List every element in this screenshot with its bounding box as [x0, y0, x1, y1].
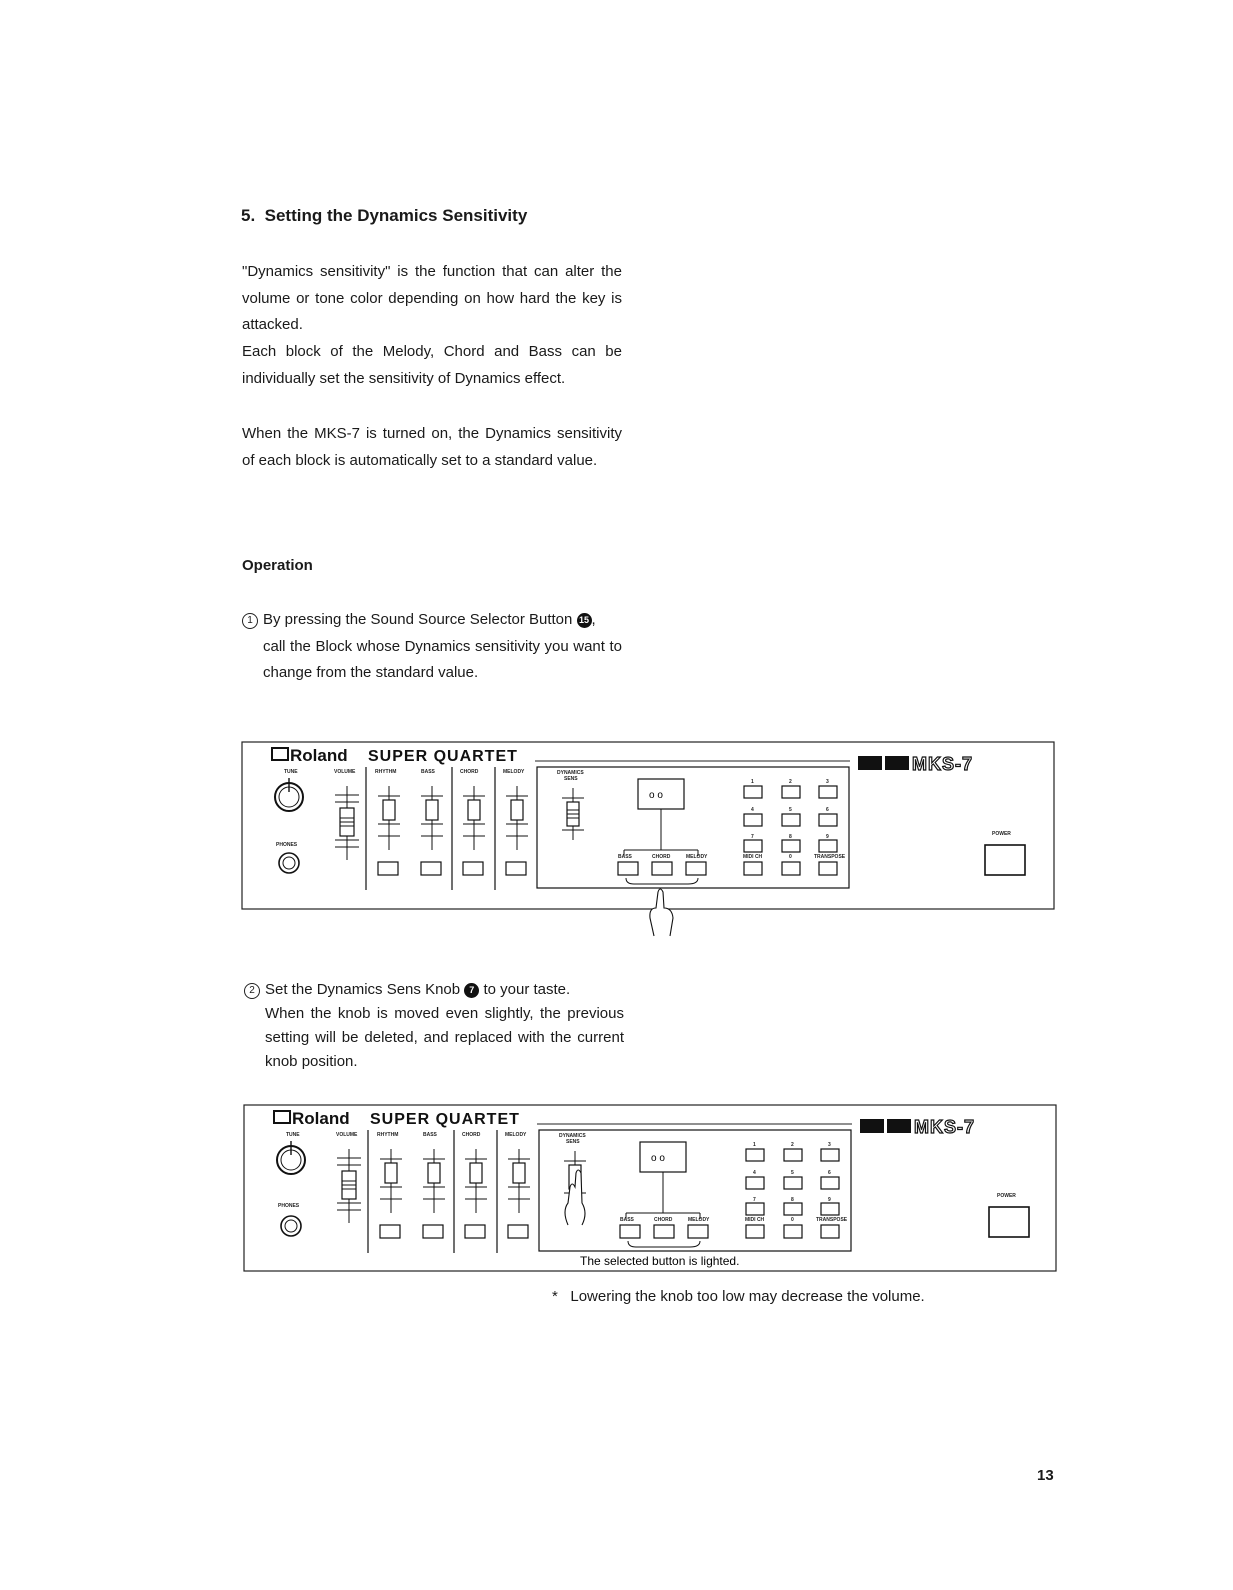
channel-chord-fader[interactable] — [470, 1163, 482, 1183]
key-1-label: 1 — [753, 1142, 756, 1148]
step-2-continuation: When the knob is moved even slightly, the previous setting will be deleted, and replaced with the current knob position. — [265, 1005, 624, 1070]
brand-label: Roland — [290, 746, 348, 765]
selector-bass-button[interactable] — [618, 862, 638, 875]
channel-chord-label: CHORD — [460, 769, 479, 775]
key-0[interactable] — [782, 862, 800, 875]
key-5[interactable] — [782, 814, 800, 826]
power-label: POWER — [997, 1193, 1016, 1199]
key-6-label: 6 — [828, 1170, 831, 1176]
channel-bass-fader[interactable] — [426, 800, 438, 820]
key-8[interactable] — [784, 1203, 802, 1215]
keypad — [743, 779, 846, 875]
key-1-label: 1 — [751, 779, 754, 785]
key-8[interactable] — [782, 840, 800, 852]
channel-melody-button[interactable] — [508, 1225, 528, 1238]
selector-bass-button[interactable] — [620, 1225, 640, 1238]
footnote — [552, 1288, 925, 1305]
key-3-label: 3 — [826, 779, 829, 785]
channel-bass-button[interactable] — [421, 862, 441, 875]
panel-diagram-2 — [242, 1103, 1060, 1275]
channel-chord — [460, 769, 485, 875]
step-1-continuation: call the Block whose Dynamics sensitivity you want to change from the standard value. — [263, 637, 622, 682]
channel-bass-label: BASS — [423, 1132, 437, 1138]
key-0[interactable] — [784, 1225, 802, 1238]
transpose-label: TRANSPOSE — [814, 854, 846, 860]
channel-rhythm-fader[interactable] — [385, 1163, 397, 1183]
key-9-label: 9 — [828, 1197, 831, 1203]
dyn-sens-label-2: SENS — [564, 776, 578, 782]
key-2-label: 2 — [789, 779, 792, 785]
midi-ch-button[interactable] — [744, 862, 762, 875]
power-label: POWER — [992, 831, 1011, 837]
channel-bass-fader[interactable] — [428, 1163, 440, 1183]
series-label: SUPER QUARTET — [368, 748, 518, 765]
key-5-label: 5 — [789, 807, 792, 813]
power-button[interactable] — [989, 1207, 1029, 1237]
transpose-button[interactable] — [821, 1225, 839, 1238]
key-7[interactable] — [746, 1203, 764, 1215]
selector-melody-button[interactable] — [686, 862, 706, 875]
key-8-label: 8 — [789, 834, 792, 840]
key-6-label: 6 — [826, 807, 829, 813]
selector-melody-button[interactable] — [688, 1225, 708, 1238]
key-8-label: 8 — [791, 1197, 794, 1203]
channel-rhythm-button[interactable] — [380, 1225, 400, 1238]
model-bar-2 — [887, 1119, 911, 1133]
key-7-label: 7 — [751, 834, 754, 840]
roland-logo-icon — [272, 748, 288, 760]
key-9[interactable] — [821, 1203, 839, 1215]
selector-melody-label: MELODY — [686, 854, 708, 860]
model-bar-1 — [860, 1119, 884, 1133]
channel-melody-button[interactable] — [506, 862, 526, 875]
model-bar-2 — [885, 756, 909, 770]
footnote-mark: * — [552, 1288, 558, 1305]
channel-melody — [503, 769, 528, 875]
channel-chord — [462, 1132, 487, 1238]
step-1-marker: 1 — [242, 613, 258, 629]
transpose-label: TRANSPOSE — [816, 1217, 848, 1223]
key-1[interactable] — [746, 1149, 764, 1161]
key-3-label: 3 — [828, 1142, 831, 1148]
step-2-marker: 2 — [244, 983, 260, 999]
selector-chord-button[interactable] — [654, 1225, 674, 1238]
channel-melody-fader[interactable] — [513, 1163, 525, 1183]
section-heading — [241, 206, 527, 226]
key-6[interactable] — [821, 1177, 839, 1189]
key-4[interactable] — [746, 1177, 764, 1189]
step-2 — [244, 978, 624, 1074]
phones-label: PHONES — [278, 1203, 300, 1209]
key-9-label: 9 — [826, 834, 829, 840]
key-2[interactable] — [782, 786, 800, 798]
channel-chord-fader[interactable] — [468, 800, 480, 820]
channel-rhythm — [375, 769, 400, 875]
key-3[interactable] — [821, 1149, 839, 1161]
key-7[interactable] — [744, 840, 762, 852]
key-1[interactable] — [744, 786, 762, 798]
key-6[interactable] — [819, 814, 837, 826]
key-2-label: 2 — [791, 1142, 794, 1148]
selector-bracket — [626, 878, 698, 884]
selector-chord-label: CHORD — [654, 1217, 673, 1223]
intro-paragraph-1: "Dynamics sensitivity" is the function that can alter the volume or tone color depending on how hard the key is attacked. — [242, 263, 622, 334]
roland-logo-icon — [274, 1111, 290, 1123]
channel-chord-button[interactable] — [465, 1225, 485, 1238]
phones-label: PHONES — [276, 842, 298, 848]
midi-ch-label: MIDI CH — [743, 854, 763, 860]
step-1-punct: , — [591, 611, 596, 628]
channel-rhythm-label: RHYTHM — [375, 769, 397, 775]
display-value: o o — [649, 790, 663, 801]
midi-ch-label: MIDI CH — [745, 1217, 765, 1223]
key-4-label: 4 — [751, 807, 754, 813]
channel-bass-label: BASS — [421, 769, 435, 775]
section-title: Setting the Dynamics Sensitivity — [264, 206, 528, 225]
tune-knob[interactable] — [277, 1141, 305, 1174]
key-0-label: 0 — [789, 854, 792, 860]
channel-chord-label: CHORD — [462, 1132, 481, 1138]
pointing-hand-icon — [650, 889, 673, 936]
channel-melody-label: MELODY — [505, 1132, 527, 1138]
selector-melody-label: MELODY — [688, 1217, 710, 1223]
keypad — [745, 1142, 848, 1238]
channel-rhythm-fader[interactable] — [383, 800, 395, 820]
channel-rhythm-button[interactable] — [378, 862, 398, 875]
model-label: MKS-7 — [912, 754, 974, 774]
dyn-sens-label-1: DYNAMICS — [557, 770, 584, 776]
key-5-label: 5 — [791, 1170, 794, 1176]
channel-chord-button[interactable] — [463, 862, 483, 875]
series-label: SUPER QUARTET — [370, 1111, 520, 1128]
selector-bass-label: BASS — [620, 1217, 634, 1223]
page-number: 13 — [1037, 1467, 1054, 1484]
model-bar-1 — [858, 756, 882, 770]
key-7-label: 7 — [753, 1197, 756, 1203]
step-1-text: By pressing the Sound Source Selector Button — [263, 611, 573, 628]
step-2-text: Set the Dynamics Sens Knob — [265, 981, 461, 998]
step-2-ref: 7 — [464, 983, 479, 998]
display-value: o o — [651, 1153, 665, 1164]
channel-rhythm — [377, 1132, 402, 1238]
key-4-label: 4 — [753, 1170, 756, 1176]
channel-bass — [421, 769, 443, 875]
channel-melody-fader[interactable] — [511, 800, 523, 820]
key-2[interactable] — [784, 1149, 802, 1161]
phones-jack[interactable] — [281, 1216, 301, 1236]
intro-paragraph-2: Each block of the Melody, Chord and Bass can be individually set the sensitivity of Dynamics effect. — [242, 343, 622, 387]
step-2-text-after: to your taste. — [483, 981, 571, 998]
brand-label: Roland — [292, 1109, 350, 1128]
dyn-sens-label-1: DYNAMICS — [559, 1133, 586, 1139]
intro-paragraph-3: When the MKS-7 is turned on, the Dynamics sensitivity of each block is automatically set to a standard value. — [242, 425, 622, 469]
volume-fader[interactable] — [335, 786, 359, 860]
section-number: 5. — [241, 206, 256, 225]
tune-label: TUNE — [284, 769, 298, 775]
midi-ch-button[interactable] — [746, 1225, 764, 1238]
volume-label: VOLUME — [334, 769, 356, 775]
selector-bracket — [628, 1241, 700, 1247]
transpose-button[interactable] — [819, 862, 837, 875]
intro-block-1 — [242, 259, 622, 393]
channel-melody-label: MELODY — [503, 769, 525, 775]
caption-text: The selected button is lighted. — [580, 1254, 740, 1268]
model-label: MKS-7 — [914, 1117, 976, 1137]
panel-diagram-1 — [240, 740, 1058, 950]
volume-fader[interactable] — [337, 1149, 361, 1223]
key-4[interactable] — [744, 814, 762, 826]
tune-label: TUNE — [286, 1132, 300, 1138]
key-9[interactable] — [819, 840, 837, 852]
selector-chord-label: CHORD — [652, 854, 671, 860]
channel-rhythm-label: RHYTHM — [377, 1132, 399, 1138]
dyn-sens-label-2: SENS — [566, 1139, 580, 1145]
footnote-text: Lowering the knob too low may decrease the volume. — [570, 1288, 925, 1305]
channel-melody — [505, 1132, 530, 1238]
key-5[interactable] — [784, 1177, 802, 1189]
intro-block-2 — [242, 421, 622, 474]
channel-bass-button[interactable] — [423, 1225, 443, 1238]
channel-bass — [423, 1132, 445, 1238]
volume-label: VOLUME — [336, 1132, 358, 1138]
key-3[interactable] — [819, 786, 837, 798]
step-1-ref: 15 — [577, 613, 592, 628]
phones-jack[interactable] — [279, 853, 299, 873]
step-1 — [242, 607, 622, 687]
dynamics-sens-knob[interactable] — [562, 788, 584, 840]
operation-heading: Operation — [242, 557, 313, 574]
key-0-label: 0 — [791, 1217, 794, 1223]
selector-bass-label: BASS — [618, 854, 632, 860]
selector-chord-button[interactable] — [652, 862, 672, 875]
power-button[interactable] — [985, 845, 1025, 875]
tune-knob[interactable] — [275, 778, 303, 811]
